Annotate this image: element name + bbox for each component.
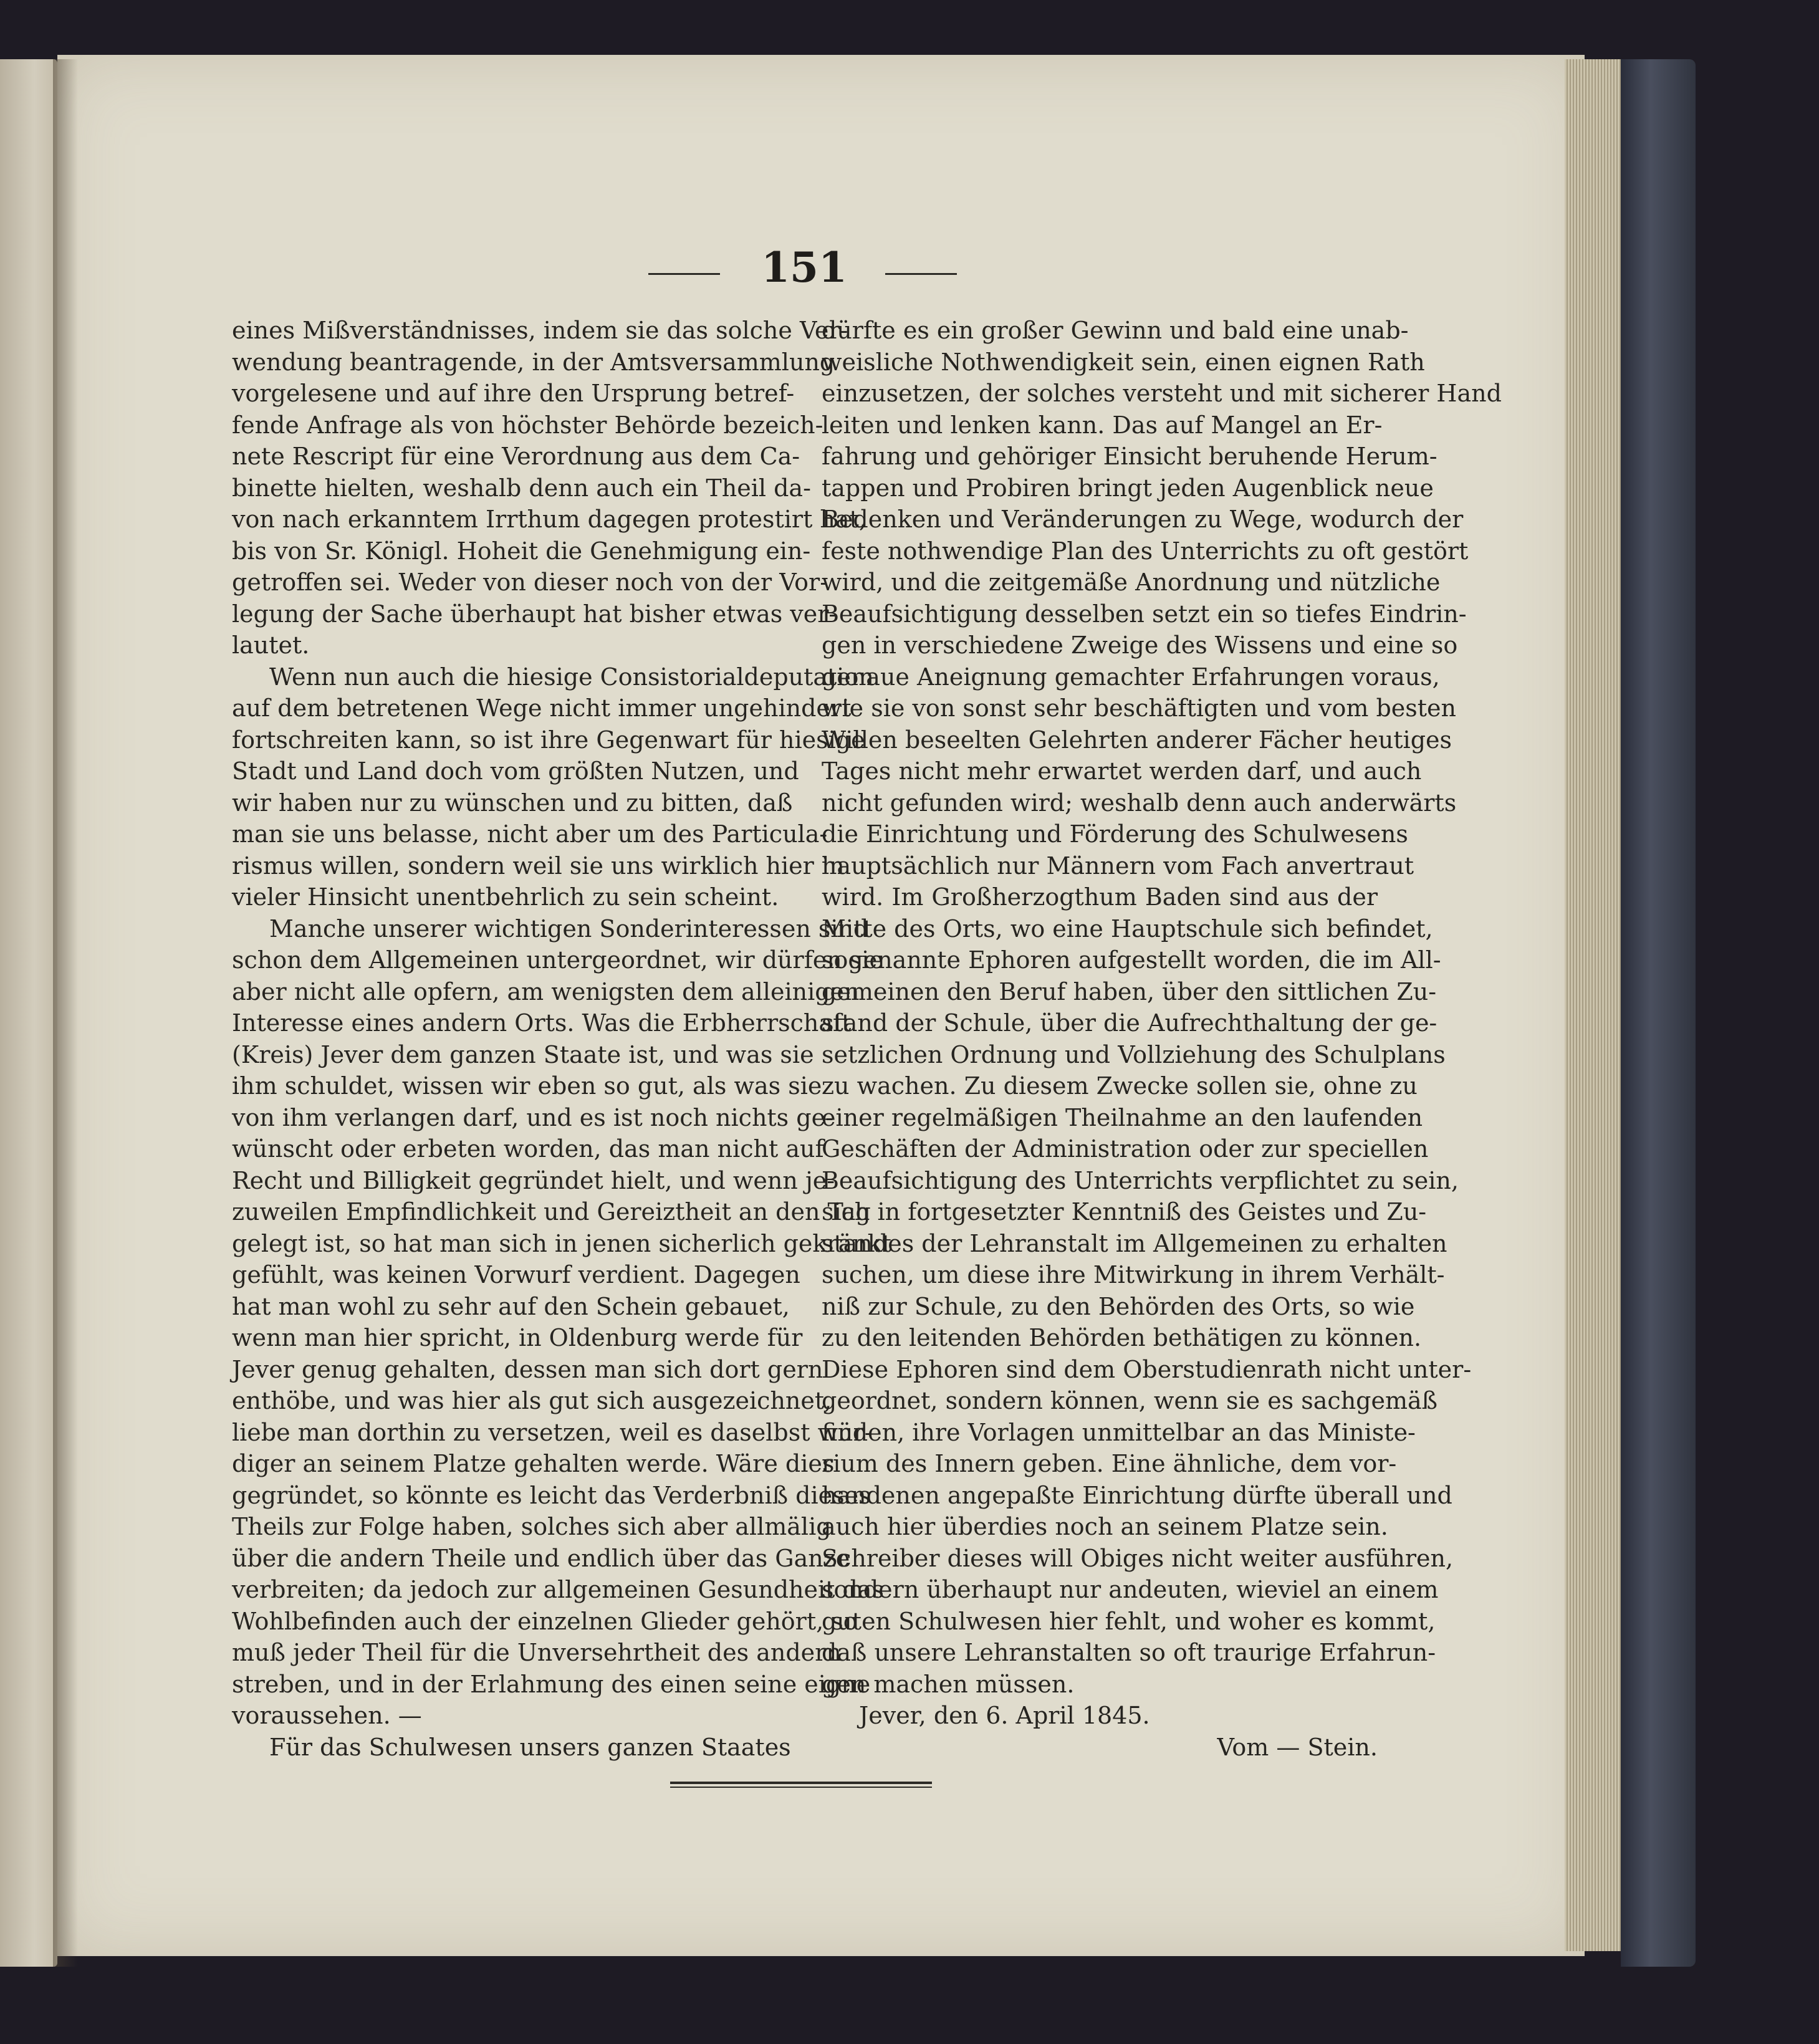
text-line: weisliche Nothwendigkeit sein, einen eignen Rath bbox=[822, 348, 1425, 376]
text-line: auch hier überdies noch an seinem Platze sein. bbox=[822, 1513, 1388, 1540]
text-line: rismus willen, sondern weil sie uns wirklich hier in bbox=[232, 852, 845, 880]
text-line: geordnet, sondern können, wenn sie es sachgemäß bbox=[822, 1387, 1438, 1414]
text-line: gen in verschiedene Zweige des Wissens und eine so bbox=[822, 631, 1458, 659]
text-line: von ihm verlangen darf, und es ist noch nichts ge- bbox=[232, 1103, 833, 1131]
text-line: aber nicht alle opfern, am wenigsten dem alleinigen bbox=[232, 977, 860, 1005]
text-line: fahrung und gehöriger Einsicht beruhende Herum- bbox=[822, 443, 1437, 470]
text-line: tappen und Probiren bringt jeden Augenblick neue bbox=[822, 474, 1434, 502]
text-line: gemeinen den Beruf haben, über den sittlichen Zu- bbox=[822, 977, 1437, 1005]
text-line: man sie uns belasse, nicht aber um des Particula- bbox=[232, 820, 828, 848]
text-line: feste nothwendige Plan des Unterrichts zu oft gestört bbox=[822, 537, 1469, 565]
text-line: enthöbe, und was hier als gut sich ausgezeichnet, bbox=[232, 1387, 832, 1414]
text-line: gefühlt, was keinen Vorwurf verdient. Dagegen bbox=[232, 1261, 800, 1288]
page-block-edges bbox=[1565, 59, 1624, 1951]
text-line: Willen beseelten Gelehrten anderer Fächer heutiges bbox=[822, 726, 1452, 754]
text-line: Theils zur Folge haben, solches sich aber allmälig bbox=[232, 1513, 832, 1540]
text-line: über die andern Theile und endlich über das Ganze bbox=[232, 1544, 850, 1572]
text-line: bis von Sr. Königl. Hoheit die Genehmigung ein- bbox=[232, 537, 811, 565]
text-line: hat man wohl zu sehr auf den Schein gebauet, bbox=[232, 1292, 790, 1320]
text-line: liebe man dorthin zu versetzen, weil es daselbst wür- bbox=[232, 1418, 873, 1446]
text-line: legung der Sache überhaupt hat bisher etwas ver- bbox=[232, 600, 837, 628]
text-line: Interesse eines andern Orts. Was die Erbherrschaft bbox=[232, 1009, 852, 1037]
text-line: dürfte es ein großer Gewinn und bald eine unab- bbox=[822, 317, 1409, 344]
text-line: niß zur Schule, zu den Behörden des Orts, so wie bbox=[822, 1292, 1415, 1320]
spine-shadow bbox=[53, 59, 78, 1967]
text-line: sogenannte Ephoren aufgestellt worden, die im All- bbox=[822, 946, 1441, 974]
previous-page-edge bbox=[0, 59, 57, 1967]
text-line: genaue Aneignung gemachter Erfahrungen voraus, bbox=[822, 663, 1440, 691]
text-line: daß unsere Lehranstalten so oft traurige Erfahrun- bbox=[822, 1639, 1436, 1666]
text-line: streben, und in der Erlahmung des einen seine eigne bbox=[232, 1670, 871, 1698]
text-line: gen machen müssen. bbox=[822, 1670, 1075, 1698]
header-rule-right bbox=[885, 273, 957, 275]
text-line: Stadt und Land doch vom größten Nutzen, und bbox=[232, 757, 799, 785]
page-header bbox=[648, 243, 960, 299]
text-line: Jever genug gehalten, dessen man sich dort gern bbox=[232, 1355, 823, 1383]
text-line: wie sie von sonst sehr beschäftigten und vom besten bbox=[822, 694, 1456, 722]
text-line: wenn man hier spricht, in Oldenburg werde für bbox=[232, 1324, 803, 1351]
text-line: wird, und die zeitgemäße Anordnung und nützliche bbox=[822, 569, 1441, 596]
text-line: binette hielten, weshalb denn auch ein Theil da- bbox=[232, 474, 811, 502]
text-line: zu den leitenden Behörden bethätigen zu können. bbox=[822, 1324, 1422, 1351]
text-line: schon dem Allgemeinen untergeordnet, wir dürfen sie bbox=[232, 946, 883, 974]
text-line: wir haben nur zu wünschen und zu bitten, daß bbox=[232, 789, 793, 817]
text-line: Für das Schulwesen unsers ganzen Staates bbox=[269, 1733, 791, 1761]
text-line: einer regelmäßigen Theilnahme an den laufenden bbox=[822, 1103, 1423, 1131]
text-line: rium des Innern geben. Eine ähnliche, dem vor- bbox=[822, 1450, 1397, 1477]
text-line: Tages nicht mehr erwartet werden darf, und auch bbox=[822, 757, 1422, 785]
text-line: Bedenken und Veränderungen zu Wege, wodurch der bbox=[822, 506, 1464, 533]
text-line: (Kreis) Jever dem ganzen Staate ist, und was sie bbox=[232, 1040, 814, 1068]
text-line: die Einrichtung und Förderung des Schulwesens bbox=[822, 820, 1408, 848]
text-line: fortschreiten kann, so ist ihre Gegenwart für hiesige bbox=[232, 726, 865, 754]
text-column-left bbox=[232, 315, 892, 1763]
text-line: lautet. bbox=[232, 631, 310, 659]
text-line: leiten und lenken kann. Das auf Mangel an Er- bbox=[822, 411, 1383, 439]
text-line: gelegt ist, so hat man sich in jenen sicherlich gekränkt bbox=[232, 1229, 892, 1257]
text-line: handenen angepaßte Einrichtung dürfte überall und bbox=[822, 1481, 1452, 1509]
text-line: ihm schuldet, wissen wir eben so gut, als was sie bbox=[232, 1072, 822, 1100]
text-line: Mitte des Orts, wo eine Hauptschule sich befindet, bbox=[822, 914, 1433, 943]
text-line: zu wachen. Zu diesem Zwecke sollen sie, ohne zu bbox=[822, 1072, 1418, 1100]
text-line: sondern überhaupt nur andeuten, wieviel an einem bbox=[822, 1576, 1439, 1603]
text-line: von nach erkanntem Irrthum dagegen protestirt hat, bbox=[232, 506, 866, 533]
text-line: voraussehen. — bbox=[232, 1702, 422, 1729]
text-line: Beaufsichtigung des Unterrichts verpflichtet zu sein, bbox=[822, 1166, 1459, 1194]
text-line: stand der Schule, über die Aufrechthaltung der ge- bbox=[822, 1009, 1437, 1037]
text-line: wird. Im Großherzogthum Baden sind aus der bbox=[822, 883, 1378, 911]
text-line: Diese Ephoren sind dem Oberstudienrath nicht unter- bbox=[822, 1355, 1472, 1383]
text-column-right bbox=[822, 315, 1502, 1763]
text-line: Schreiber dieses will Obiges nicht weiter ausführen, bbox=[822, 1544, 1454, 1572]
text-line: Beaufsichtigung desselben setzt ein so tiefes Eindrin- bbox=[822, 600, 1467, 628]
text-line: zuweilen Empfindlichkeit und Gereiztheit an den Tag bbox=[232, 1198, 871, 1226]
text-line: setzlichen Ordnung und Vollziehung des Schulplans bbox=[822, 1040, 1446, 1068]
text-line: vieler Hinsicht unentbehrlich zu sein scheint. bbox=[232, 883, 779, 911]
text-line: sich in fortgesetzter Kenntniß des Geistes und Zu- bbox=[822, 1198, 1427, 1226]
text-line: Wenn nun auch die hiesige Consistorialdeputation bbox=[269, 663, 874, 691]
header-rule-left bbox=[648, 273, 720, 275]
text-line: Vom — Stein. bbox=[1217, 1733, 1378, 1761]
text-line: verbreiten; da jedoch zur allgemeinen Gesundheit das bbox=[232, 1576, 885, 1603]
text-line: fende Anfrage als von höchster Behörde bezeich- bbox=[232, 411, 823, 439]
page-number: 151 bbox=[761, 243, 847, 292]
text-line: standes der Lehranstalt im Allgemeinen zu erhalten bbox=[822, 1229, 1447, 1257]
text-line: Wohlbefinden auch der einzelnen Glieder gehört, so bbox=[232, 1607, 858, 1635]
text-line: wendung beantragende, in der Amtsversammlung bbox=[232, 348, 835, 376]
text-line: Manche unserer wichtigen Sonderinteressen sind bbox=[269, 914, 869, 943]
text-line: diger an seinem Platze gehalten werde. Wäre dies bbox=[232, 1450, 835, 1477]
text-line: eines Mißverständnisses, indem sie das solche Ver- bbox=[232, 317, 848, 344]
text-line: guten Schulwesen hier fehlt, und woher es kommt, bbox=[822, 1607, 1436, 1635]
text-line: auf dem betretenen Wege nicht immer ungehindert bbox=[232, 694, 852, 722]
text-line: muß jeder Theil für die Unversehrtheit des andern bbox=[232, 1639, 842, 1666]
text-line: vorgelesene und auf ihre den Ursprung betref- bbox=[232, 380, 795, 407]
text-line: Jever, den 6. April 1845. bbox=[859, 1702, 1150, 1729]
text-line: wünscht oder erbeten worden, das man nicht auf bbox=[232, 1135, 824, 1163]
text-line: nete Rescript für eine Verordnung aus dem Ca- bbox=[232, 443, 800, 470]
book-cover-board bbox=[1621, 59, 1696, 1967]
text-line: hauptsächlich nur Männern vom Fach anvertraut bbox=[822, 852, 1414, 880]
text-line: getroffen sei. Weder von dieser noch von der Vor- bbox=[232, 569, 828, 596]
text-line: gegründet, so könnte es leicht das Verderbniß dieses bbox=[232, 1481, 871, 1509]
text-line: einzusetzen, der solches versteht und mit sicherer Hand bbox=[822, 380, 1502, 407]
text-line: suchen, um diese ihre Mitwirkung in ihrem Verhält- bbox=[822, 1261, 1445, 1288]
text-line: Geschäften der Administration oder zur speciellen bbox=[822, 1135, 1429, 1163]
text-line: Recht und Billigkeit gegründet hielt, und wenn je- bbox=[232, 1166, 835, 1194]
text-line: nicht gefunden wird; weshalb denn auch anderwärts bbox=[822, 789, 1457, 817]
text-line: finden, ihre Vorlagen unmittelbar an das Ministe- bbox=[822, 1418, 1416, 1446]
end-rule bbox=[670, 1782, 932, 1788]
